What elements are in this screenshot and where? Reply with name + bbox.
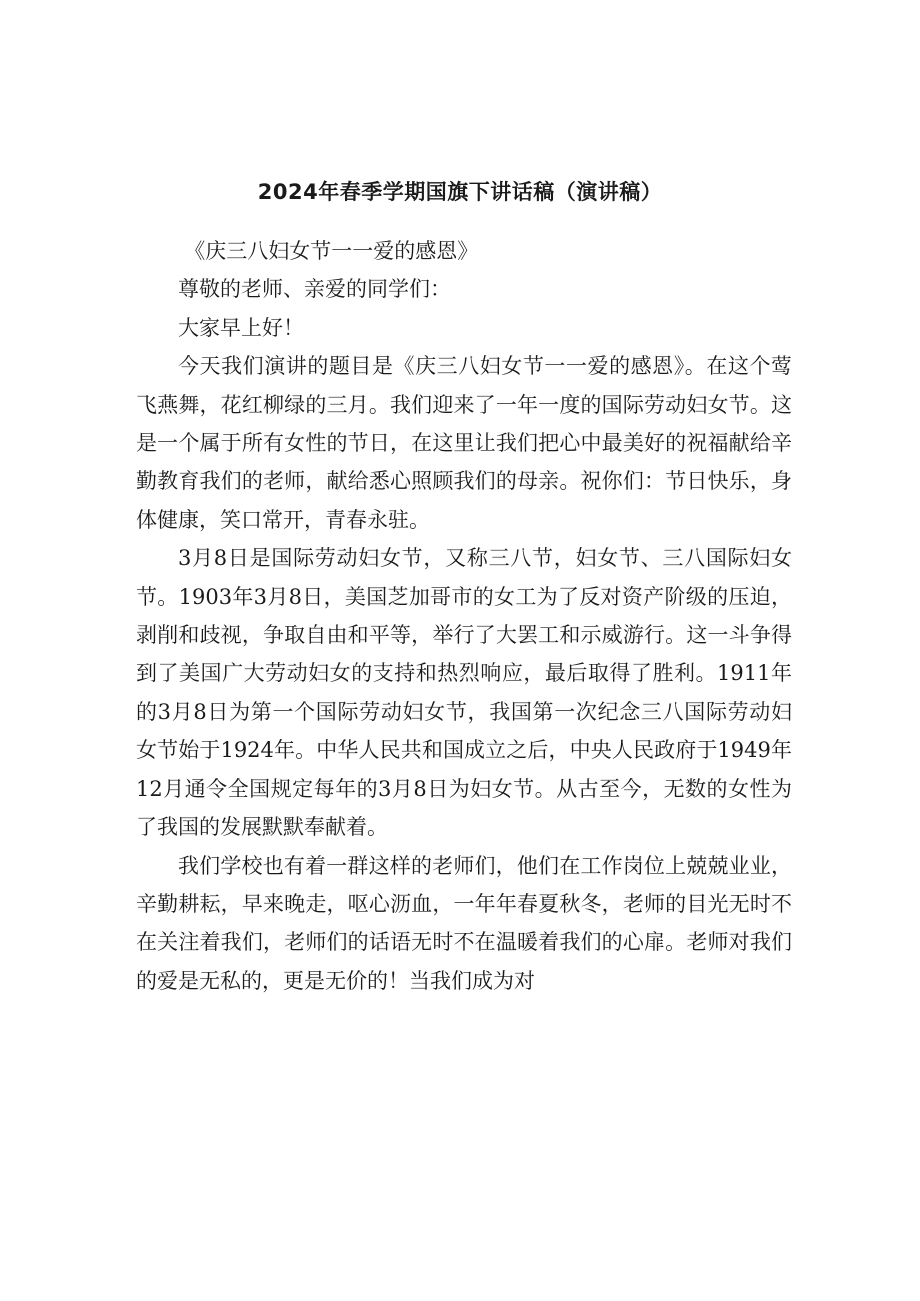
paragraph-history: 3月8日是国际劳动妇女节，又称三八节，妇女节、三八国际妇女节。1903年3月8日，美国芝加哥市的女工为了反对资产阶级的压迫，剥削和歧视，争取自由和平等，举行了大罢工和示威游行。这一斗争得到了美国广大劳动妇女的支持和热烈响应，最后取得了胜利。1911年的3月8日为第一个国际劳动妇女节，我国第一次纪念三八国际劳动妇女节始于1924年。中华人民共和国成立之后，中央人民政府于1949年12月通令全国规定每年的3月8日为妇女节。从古至今，无数的女性为了我国的发展默默奉献着。 <box>136 546 792 840</box>
paragraph-teachers: 我们学校也有着一群这样的老师们，他们在工作岗位上兢兢业业，辛勤耕耘，早来晚走，呕心沥血，一年年春夏秋冬，老师的目光无时不在关注着我们，老师们的话语无时不在温暖着我们的心扉。老师对我们的爱是无私的，更是无价的！当我们成为对 <box>136 853 792 993</box>
salutation-line: 大家早上好！ <box>178 315 304 340</box>
greeting-line: 尊敬的老师、亲爱的同学们： <box>178 277 451 302</box>
speech-subtitle: 《庆三八妇女节一一爱的感恩》 <box>184 239 479 263</box>
document-body <box>136 232 792 1000</box>
paragraph-intro: 今天我们演讲的题目是《庆三八妇女节一一爱的感恩》。在这个莺飞燕舞，花红柳绿的三月。我们迎来了一年一度的国际劳动妇女节。这是一个属于所有女性的节日，在这里让我们把心中最美好的祝福献给辛勤教育我们的老师，献给悉心照顾我们的母亲。祝你们：节日快乐，身体健康，笑口常开，青春永驻。 <box>136 354 792 532</box>
document-title: 2024年春季学期国旗下讲话稿（演讲稿） <box>257 180 663 204</box>
